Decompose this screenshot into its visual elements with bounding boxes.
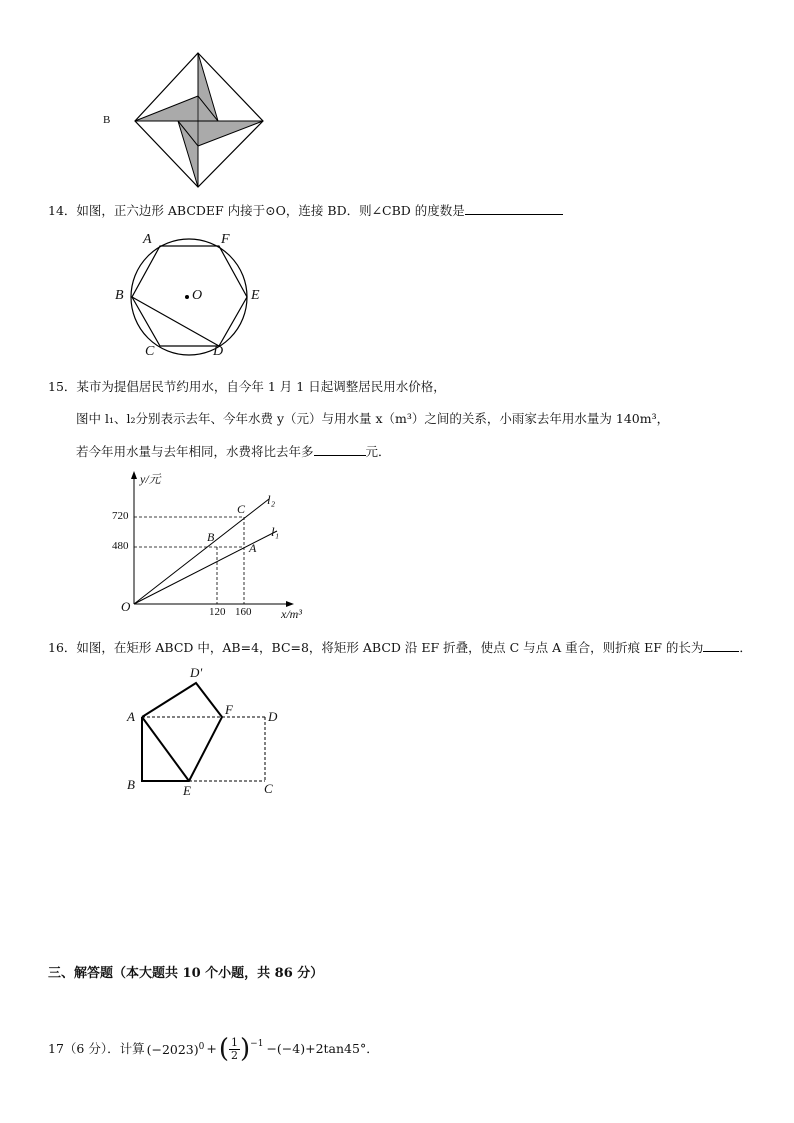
vertex-c-label: C [264, 781, 273, 796]
question-16 [48, 639, 752, 656]
x-axis-label: x/m³ [281, 607, 302, 621]
origin-label: O [121, 599, 131, 614]
answer-blank-15[interactable] [314, 443, 366, 456]
answer-blank-14[interactable] [465, 202, 563, 215]
exponent-zero: 0 [198, 1042, 205, 1053]
vertex-f-label: F [225, 702, 233, 717]
point-c-label: C [237, 502, 246, 516]
center-dot [185, 295, 189, 299]
plus-sign: + [206, 1041, 217, 1056]
expr-neg2023-base: (−2023) [146, 1042, 199, 1058]
figure-q16-svg [124, 665, 294, 800]
question-14 [48, 202, 563, 219]
fraction-denominator: 2 [231, 1048, 239, 1062]
expr-neg2023 [147, 1039, 205, 1058]
fraction-half [219, 1036, 264, 1062]
x-tick-120: 120 [209, 606, 226, 618]
vertex-e-label: E [183, 783, 191, 798]
question-14-text: 14．如图，正六边形 ABCDEF 内接于⊙O，连接 BD．则∠CBD 的度数是 [48, 203, 465, 218]
question-15-line-3 [76, 443, 391, 460]
vertex-d-label: D [268, 709, 278, 724]
question-17 [48, 1030, 379, 1068]
y-tick-480: 480 [112, 540, 129, 552]
question-16-text: 16．如图，在矩形 ABCD 中，AB=4，BC=8，将矩形 ABCD 沿 EF 折叠，使点 C 与点 A 重合，则折痕 EF 的长为 [48, 640, 704, 655]
question-15-line-2: 图中 l₁、l₂分别表示去年、今年水费 y（元）与用水量 x（m³）之间的关系，小雨家去年用水量为 140m³， [76, 411, 670, 426]
segment-ae [142, 717, 189, 781]
fraction-numerator: 1 [231, 1035, 239, 1049]
point-a-label: A [249, 541, 257, 555]
expr-rest: −(−4)+2tan45°． [266, 1041, 379, 1056]
y-axis-arrow [131, 471, 137, 479]
vertex-d-prime-label: D' [190, 665, 203, 680]
x-tick-160: 160 [235, 606, 252, 618]
y-tick-720: 720 [112, 510, 129, 522]
section-3-title: 三、解答题（本大题共 10 个小题，共 86 分） [48, 966, 324, 981]
vertex-b-label: B [127, 777, 135, 792]
vertex-c-label: C [145, 344, 155, 359]
figure-q16 [124, 665, 294, 800]
line-l2-label: l₂ [267, 492, 276, 507]
vertex-a-label: A [127, 709, 135, 724]
vertex-d-label: D [213, 344, 224, 359]
question-17-prefix: 17（6 分）．计算 [48, 1041, 145, 1056]
center-o-label: O [192, 288, 203, 303]
question-15-line-1: 15．某市为提倡居民节约用水，自今年 1 月 1 日起调整居民用水价格， [48, 379, 446, 394]
segment-bd [132, 297, 219, 346]
figure-q15-graph [110, 468, 310, 623]
label-b: B [103, 114, 111, 126]
figure-q13-svg [100, 50, 270, 190]
question-15-unit: 元． [365, 444, 391, 459]
figure-q14 [112, 228, 272, 366]
vertex-f-label: F [221, 232, 230, 247]
figure-q13 [100, 50, 270, 190]
left-paren: ( [218, 1034, 230, 1064]
hexagon-abcdef [132, 246, 247, 346]
question-15-line-3-text: 若今年用水量与去年相同，水费将比去年多 [76, 444, 314, 459]
right-paren: ) [240, 1034, 251, 1064]
y-axis-label: y/元 [140, 472, 161, 486]
figure-q15-svg [110, 468, 310, 623]
vertex-e-label: E [251, 288, 260, 303]
question-16-end: ． [739, 640, 752, 655]
answer-blank-16[interactable] [703, 639, 739, 652]
point-b-label: B [207, 530, 215, 544]
fraction-body [229, 1037, 240, 1062]
vertex-b-label: B [115, 288, 124, 303]
vertex-a-label: A [143, 232, 152, 247]
line-l1-label: l₁ [271, 524, 280, 539]
exponent-neg-one: −1 [250, 1039, 264, 1049]
